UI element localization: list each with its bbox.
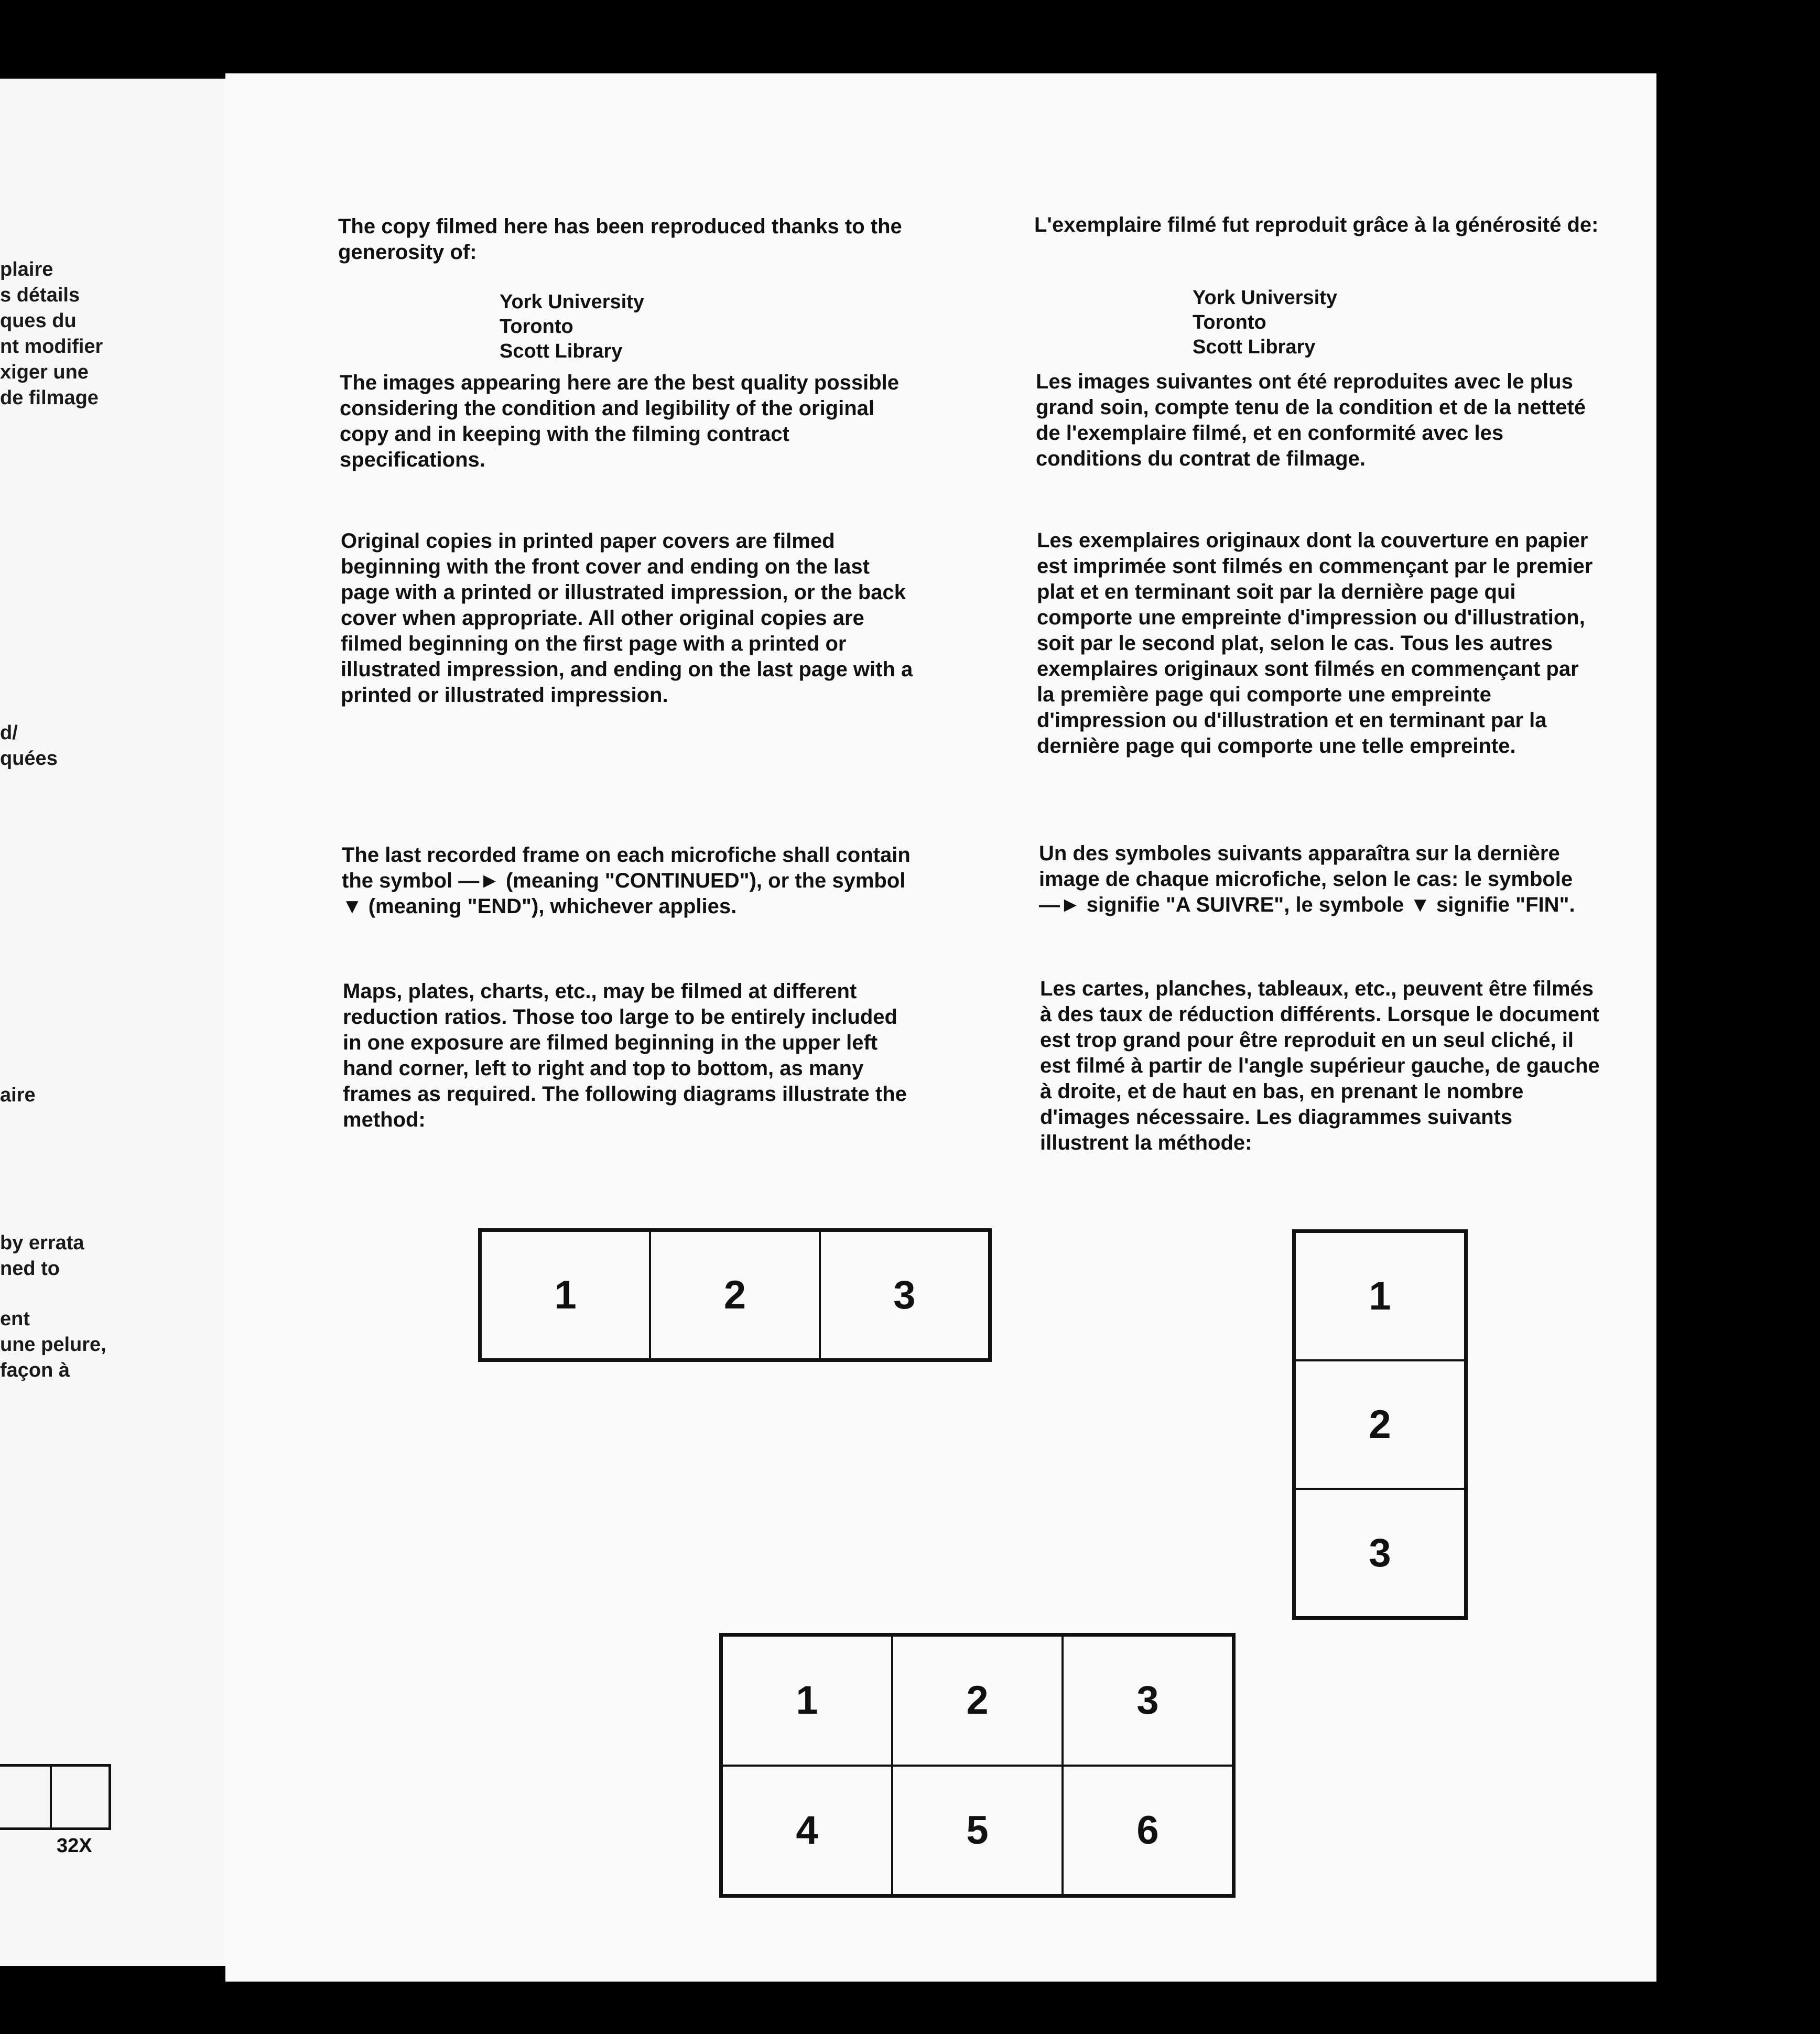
reduction-ratio-box [0,1764,111,1830]
left-fragment: xiger une [0,361,89,383]
left-fragment: plaire [0,258,53,280]
left-fragment: ned to [0,1258,60,1280]
left-fragment: de filmage [0,387,99,409]
left-fragment: quées [0,748,58,770]
vertical-frames-diagram [1292,1229,1468,1620]
left-fragment: by errata [0,1232,84,1254]
english-symbols-paragraph: The last recorded frame on each microfiche shall contain the symbol —► (meaning "CONTINUED"), or the symbol ▼ (meaning "END"), whichever applies. [342,843,911,918]
frame-cell: 1 [481,1231,650,1359]
french-symbols-paragraph: Un des symboles suivants apparaîtra sur la dernière image de chaque microfiche, selon le cas: le symbole —► signifie "A SUIVRE", le symbole ▼ signifie "FIN". [1039,842,1575,916]
french-covers-paragraph: Les exemplaires originaux dont la couverture en papier est imprimée sont filmés en commençant par le premier plat et en terminant soit par la dernière page qui comporte une empreinte d'impression ou d'illustration, soit par le second plat, selon le cas. Tous les autres exemplaires originaux sont filmés en commençant par la première page qui comporte une empreinte d'impression ou d'illustration et en terminant par la dernière page qui comporte une telle empreinte. [1037,529,1593,758]
continued-arrow-icon: —► [458,869,500,892]
end-triangle-icon: ▼ [1410,893,1431,916]
left-fragment: aire [0,1084,36,1106]
french-intro: L'exemplaire filmé fut reproduit grâce à la générosité de: [1034,213,1599,236]
grid-frames-diagram [719,1633,1236,1898]
french-maps-paragraph: Les cartes, planches, tableaux, etc., peuvent être filmés à des taux de réduction différents. Lorsque le document est trop grand pour être reproduit en un seul cliché, il est filmé à partir de l'angle supérieur gauche, de gauche à droite, et de haut en bas, en prenant le nombre d'images nécessaire. Les diagrammes suivants illustrent la méthode: [1040,977,1600,1154]
english-covers-paragraph: Original copies in printed paper covers are filmed beginning with the front cover and ending on the last page with a printed or illustrated impression, or the back cover when appropriate. All other original copies are filmed beginning on the first page with a printed or illustrated impression, and ending on the last page with a printed or illustrated impression. [341,529,913,707]
frame-cell: 2 [892,1636,1063,1766]
english-quality-paragraph: The images appearing here are the best quality possible considering the condition and legibility of the original copy and in keeping with the filming contract specifications. [340,371,899,471]
english-institution: York University Toronto Scott Library [500,291,644,362]
frame-cell: 2 [650,1231,819,1359]
english-intro: The copy filmed here has been reproduced thanks to the generosity of: [338,215,902,264]
frame-cell: 1 [722,1636,892,1766]
frame-cell: 4 [722,1766,892,1896]
left-fragment: s détails [0,284,80,306]
horizontal-frames-diagram [478,1228,992,1362]
reduction-ratio-label: 32X [57,1835,92,1857]
continued-arrow-icon: —► [1039,893,1081,916]
french-quality-paragraph: Les images suivantes ont été reproduites avec le plus grand soin, compte tenu de la condition et de la netteté de l'exemplaire filmé, et en conformité avec les conditions du contrat de filmage. [1036,370,1586,470]
frame-cell: 5 [892,1766,1063,1896]
left-fragment: une pelure, [0,1334,106,1356]
frame-cell: 3 [1063,1636,1233,1766]
frame-cell: 2 [1295,1360,1465,1489]
left-fragment: nt modifier [0,336,103,358]
frame-cell: 3 [1295,1489,1465,1617]
english-maps-paragraph: Maps, plates, charts, etc., may be filmed at different reduction ratios. Those too large to be entirely included in one exposure are filmed beginning in the upper left hand corner, left to right and top to bottom, as many frames as required. The following diagrams illustrate the method: [343,980,907,1131]
frame-cell: 3 [820,1231,989,1359]
end-triangle-icon: ▼ [342,895,363,918]
frame-cell: 6 [1063,1766,1233,1896]
french-institution: York University Toronto Scott Library [1193,287,1337,358]
left-fragment: façon à [0,1359,70,1381]
left-fragment: ques du [0,310,77,332]
left-fragment: d/ [0,722,18,744]
frame-cell: 1 [1295,1232,1465,1360]
left-fragment: ent [0,1308,30,1330]
